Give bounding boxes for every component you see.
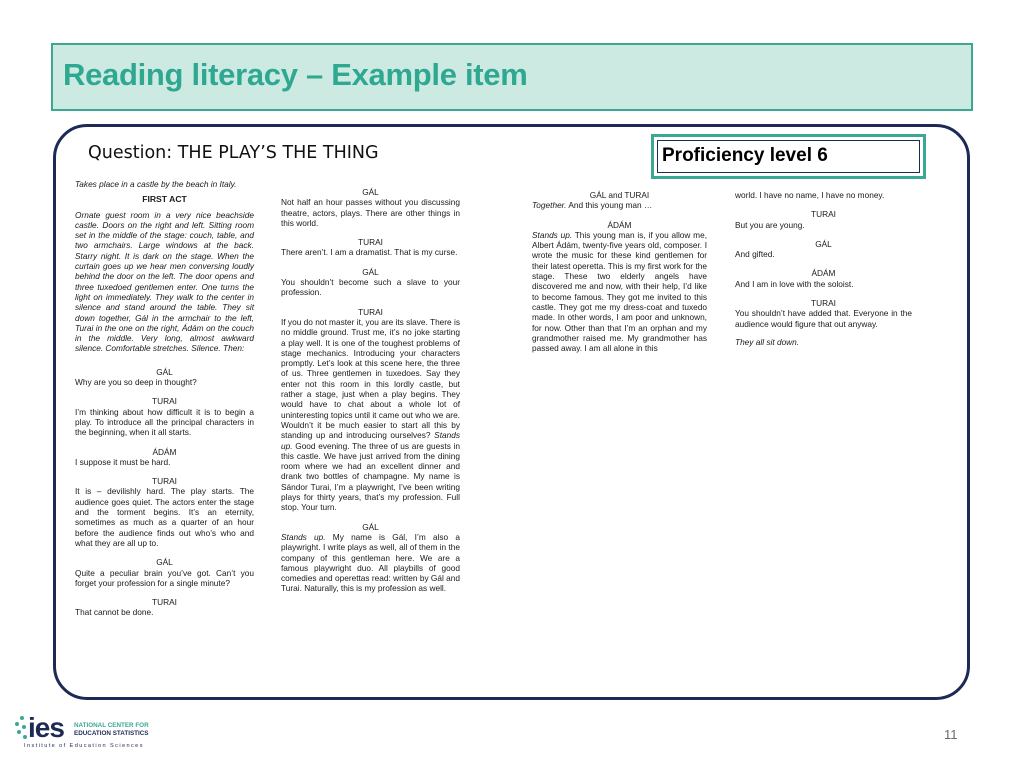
logo-dots-icon: [14, 716, 28, 742]
speaker-name: GÁL and TURAI: [589, 190, 650, 200]
dialogue-line: Why are you so deep in thought?: [75, 377, 197, 388]
dialogue-line: I’m thinking about how difficult it is to begin a play. To introduce all the principal characters in the beginning, when it all starts.: [75, 406, 254, 438]
dialogue-line: Not half an hour passes without you discussing theatre, actors, plays. There are other things in this world.: [281, 197, 460, 228]
title-bar: [51, 43, 973, 111]
dialogue-line: And I am in love with the soloist.: [735, 278, 854, 289]
dialogue-text: This young man is, if you allow me, Albert Ádám, twenty-five years old, composer. I wrote the music for these kind gentlemen for their latest operetta. This is my first work for the stage. These two elderly angels have discovered me and now, with their help, I’d like to become famous. They got me invited to this castle. They got me my dress-coat and tuxedo made. In other words, I am poor and unknown, for now. Other than that I’m an orphan and my grandmother raised me. My grandmother has passed away. I am all alone in this: [532, 229, 707, 354]
act-heading: FIRST ACT: [142, 194, 187, 205]
question-heading: Question: THE PLAY’S THE THING: [88, 143, 379, 163]
proficiency-label: Proficiency level 6: [662, 145, 828, 166]
stage-direction: Stands up.: [281, 430, 461, 451]
speaker-name: ÁDÁM: [152, 446, 177, 457]
dialogue-text: If you do not master it, you are its slave. There is no middle ground. Trust me, it’s no joke starting a play well. It is one of the toughest problems of stage mechanics. Introducing your characters promptly. Let’s look at this scene here, the three of us. Three gentlemen in tuxedoes. Say they enter not this room in this lordly castle, but rather a stage, just when a play begins. They would have to chat about a whole lot of uninteresting topics until it came out who we are. Wouldn’t it be much easier to start all this by standing up and introducing ourselves?: [281, 316, 460, 441]
logo-institute: Institute of Education Sciences: [24, 743, 144, 749]
dialogue-text: Good evening. The three of us are guests in this castle. We have just arrived from the dining room where we had an excellent dinner and drank two bottles of champagne. My name is Sándor Turai, I’m a playwright, I’ve been writing plays for thirty years, that’s my profession. Full stop. Your turn.: [281, 440, 460, 513]
speaker-name: GÁL: [362, 521, 379, 532]
speaker-name: TURAI: [152, 476, 177, 487]
speaker-name: TURAI: [358, 306, 383, 317]
dialogue-line: [281, 532, 460, 594]
dialogue-line: You shouldn’t have added that. Everyone in the audience would figure that out anyway.: [735, 308, 912, 329]
dialogue-line: world. I have no name, I have no money.: [735, 190, 885, 200]
ies-logo: [14, 712, 184, 754]
proficiency-box: [651, 134, 926, 179]
dialogue-text: And this young man …: [568, 200, 653, 211]
speaker-name: TURAI: [152, 396, 177, 407]
logo-center-name: [74, 722, 149, 737]
speaker-name: GÁL: [156, 366, 173, 377]
dialogue-line: Quite a peculiar brain you’ve got. Can’t you forget your profession for a single minute?: [75, 567, 254, 588]
speaker-name: GÁL: [815, 238, 832, 249]
dialogue-line: I suppose it must be hard.: [75, 456, 171, 467]
dialogue-line: [532, 200, 707, 210]
dialogue-line: You shouldn’t become such a slave to your profession.: [281, 277, 460, 298]
dialogue-line: [281, 317, 460, 513]
speaker-name: GÁL: [362, 187, 379, 197]
logo-wordmark: ies: [28, 712, 64, 743]
speaker-name: ÁDÁM: [811, 268, 836, 279]
dialogue-line: And gifted.: [735, 249, 775, 260]
dialogue-line: [532, 230, 707, 354]
speaker-name: ÁDÁM: [607, 219, 632, 230]
stage-direction: They all sit down.: [735, 336, 800, 347]
stage-direction: Takes place in a castle by the beach in Italy.: [75, 179, 237, 189]
speaker-name: TURAI: [152, 597, 177, 608]
stage-direction: Stands up.: [532, 229, 573, 240]
stage-direction: Ornate guest room in a very nice beachside castle. Doors on the right and left. Sitting room set in the middle of the stage: couch, table, and two armchairs. Large windows at the back. Starry night. It is dark on the stage. When the curtain goes up we hear men conversing loudly behind the door on the left. The door opens and three tuxedoed gentlemen enter. One turns the light on immediately. They walk to the center in silence and stand around the table. They sit down together, Gál in the armchair to the left, Turai in the one on the right, Ádám on the couch in the middle. Very long, almost awkward silence. Comfortable stretches. Silence. Then:: [75, 209, 254, 354]
text-column-4: [735, 190, 912, 347]
stage-direction: Together.: [532, 200, 567, 211]
text-column-1: [75, 179, 254, 618]
dialogue-line: But you are young.: [735, 219, 805, 230]
speaker-name: TURAI: [358, 237, 383, 248]
dialogue-text: My name is Gál, I’m also a playwright. I write plays as well, all of them in the company of this gentleman here. We are a famous playwright duo. All playbills of good comedies and operettas read: written by Gál and Turai. Naturally, this is my profession as well.: [281, 531, 460, 594]
logo-name-line-1: NATIONAL CENTER FOR: [74, 722, 149, 729]
text-column-3: [532, 190, 707, 353]
dialogue-line: It is – devilishly hard. The play starts. The audience goes quiet. The actors enter the stage and the torment begins. It’s an eternity, sometimes as much as a quarter of an hour before the audience finds out who’s who and what they are all up to.: [75, 486, 254, 548]
speaker-name: GÁL: [362, 266, 379, 277]
speaker-name: TURAI: [811, 209, 836, 220]
page-number: 11: [944, 727, 958, 742]
dialogue-line: There aren’t. I am a dramatist. That is my curse.: [281, 247, 458, 258]
speaker-name: GÁL: [156, 557, 173, 568]
slide-title: Reading literacy – Example item: [63, 57, 528, 92]
stage-direction: Stands up.: [281, 531, 326, 542]
dialogue-line: That cannot be done.: [75, 607, 154, 618]
speaker-name: TURAI: [811, 298, 836, 309]
text-column-2: [281, 187, 460, 594]
logo-name-line-2: EDUCATION STATISTICS: [74, 729, 149, 737]
